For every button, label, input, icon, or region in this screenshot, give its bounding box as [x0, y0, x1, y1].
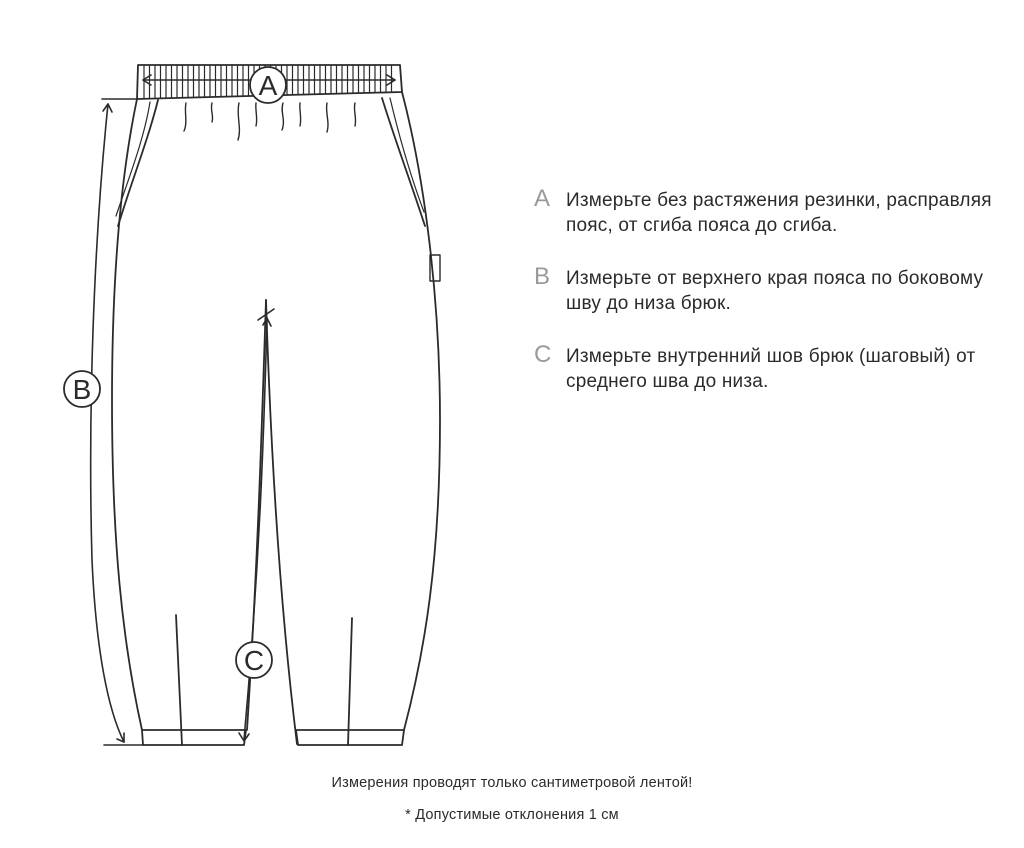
legend-text-b: Измерьте от верхнего края пояса по боковому шву до низа брюк.	[566, 268, 984, 314]
measure-b-arrow	[91, 99, 143, 745]
right-leg-outer-seam	[402, 92, 440, 730]
measure-b-marker	[64, 371, 100, 407]
legend-letter-a: A	[534, 185, 551, 212]
right-pocket	[382, 98, 425, 226]
marker-b-label: B	[72, 374, 92, 405]
left-cuff-seam	[176, 615, 182, 745]
legend-letter-c: C	[534, 341, 552, 368]
legend-text-a: Измерьте без растяжения резинки, расправляя пояс, от сгиба пояса до сгиба.	[566, 190, 992, 236]
left-leg-outer-seam	[112, 99, 142, 730]
gather-lines	[184, 103, 356, 140]
left-cuff	[142, 730, 246, 745]
measurement-legend	[534, 185, 1004, 422]
pants-outline	[112, 92, 440, 745]
legend-letter-b: B	[534, 263, 551, 290]
measure-a-marker	[250, 67, 286, 103]
legend-item-c	[534, 341, 1004, 394]
right-cuff	[296, 730, 404, 745]
tolerance-note: * Допустимые отклонения 1 см	[405, 807, 619, 823]
legend-item-a	[534, 185, 1004, 238]
legend-text-c: Измерьте внутренний шов брюк (шаговый) от среднего шва до низа.	[566, 346, 976, 392]
measure-c-marker	[236, 642, 272, 678]
marker-a-label: A	[258, 70, 278, 101]
right-cuff-seam	[348, 618, 352, 745]
legend-item-b	[534, 263, 1004, 316]
marker-c-label: C	[243, 645, 265, 676]
left-pocket	[118, 100, 158, 226]
right-inner-seam	[266, 300, 297, 744]
tape-only-note: Измерения проводят только сантиметровой лентой!	[331, 775, 693, 791]
